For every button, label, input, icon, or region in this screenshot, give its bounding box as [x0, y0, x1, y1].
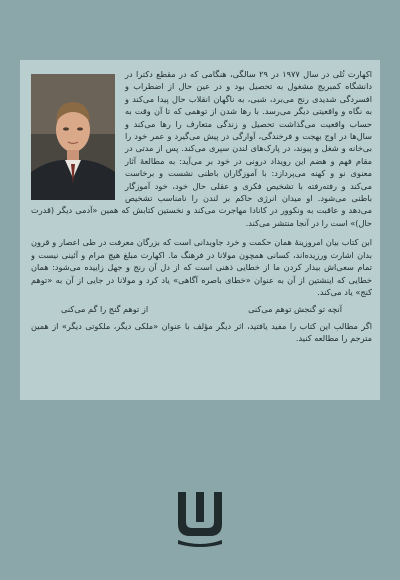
publisher-logo-icon	[172, 488, 228, 548]
verse-couplet	[61, 303, 342, 315]
verse-first-hemistich: آنچه تو گنجش توهم می‌کنی	[248, 304, 342, 315]
back-cover-text	[31, 68, 372, 384]
author-bio-paragraph: اکهارت تُلی در سال ۱۹۷۷ در ۲۹ سالگی، هنگامی که در مقطع دکترا در دانشگاه کمبریج مشغول به تحصیل بود و در عین حال از اضطراب و افسردگی شدیدی رنج می‌برد، شبی، به ناگهان انقلاب حال پیدا می‌کند و به نگاه و واقعیتی دیگر می‌رسد. با رها شدن از توهمی که تا آن وقت به حساب واقعیت می‌گذاشت تحصیل و زندگی متعارف را رها می‌کند و سال‌ها در اوج بهجت و فرخندگی، آوارگی در پیش می‌گیرد و عمر خود را بی‌خانه و شغل و پیوند، در پارک‌های لندن سپری می‌کند. پس از مدتی در مقام فهم و هضم این رویداد درونی در خود بر می‌آید: به مطالعهٔ آثار معنوی نو و کهنه می‌پردازد: با آموزگاران باطنی نشست و برخاست می‌کند و رفته‌رفته با تشخیص فکری و عقلی حال خود، خود آموزگار باطنی می‌شود. او میدان انرژی حاکم بر لندن را نامناسب تشخیص می‌دهد و عاقبت به ونکوور در کانادا مهاجرت می‌کند و نخستین کتابش که همین «آدمی دیگر (قدرت حال)» است را در آنجا منتشر می‌کند.	[31, 69, 372, 228]
publisher-logo	[172, 488, 228, 548]
verse-second-hemistich: از توهم گنج را گم می‌کنی	[61, 304, 149, 315]
author-photo	[31, 74, 115, 200]
author-portrait-image	[31, 74, 115, 200]
closing-paragraph: اگر مطالب این کتاب را مفید یافتید، اثر دیگر مؤلف با عنوان «ملکی دیگر، ملکوتی دیگر» از همین مترجم را مطالعه کنید.	[31, 320, 372, 344]
book-intro-paragraph: این کتاب بیان امروزینهٔ همان حکمت و خرد جاویدانی است که بزرگان معرفت در طی اعصار و قرون بدان اشارت ورزیده‌اند، کسانی همچون مولانا در فرهنگ ما. اکهارت مبلغ هیچ مرام و آئینی نیست و تمام سعی‌اش بیدار کردن ما از خطایی ذهنی است که از دل آن رنج و جهل زاییده می‌شود: همان خطایی که اینشتین از آن به عنوان «خطای باصره آگاهی» یاد کرد و مولانا در جایی از آن به «توهم کنج» یاد می‌کند.	[31, 237, 372, 297]
